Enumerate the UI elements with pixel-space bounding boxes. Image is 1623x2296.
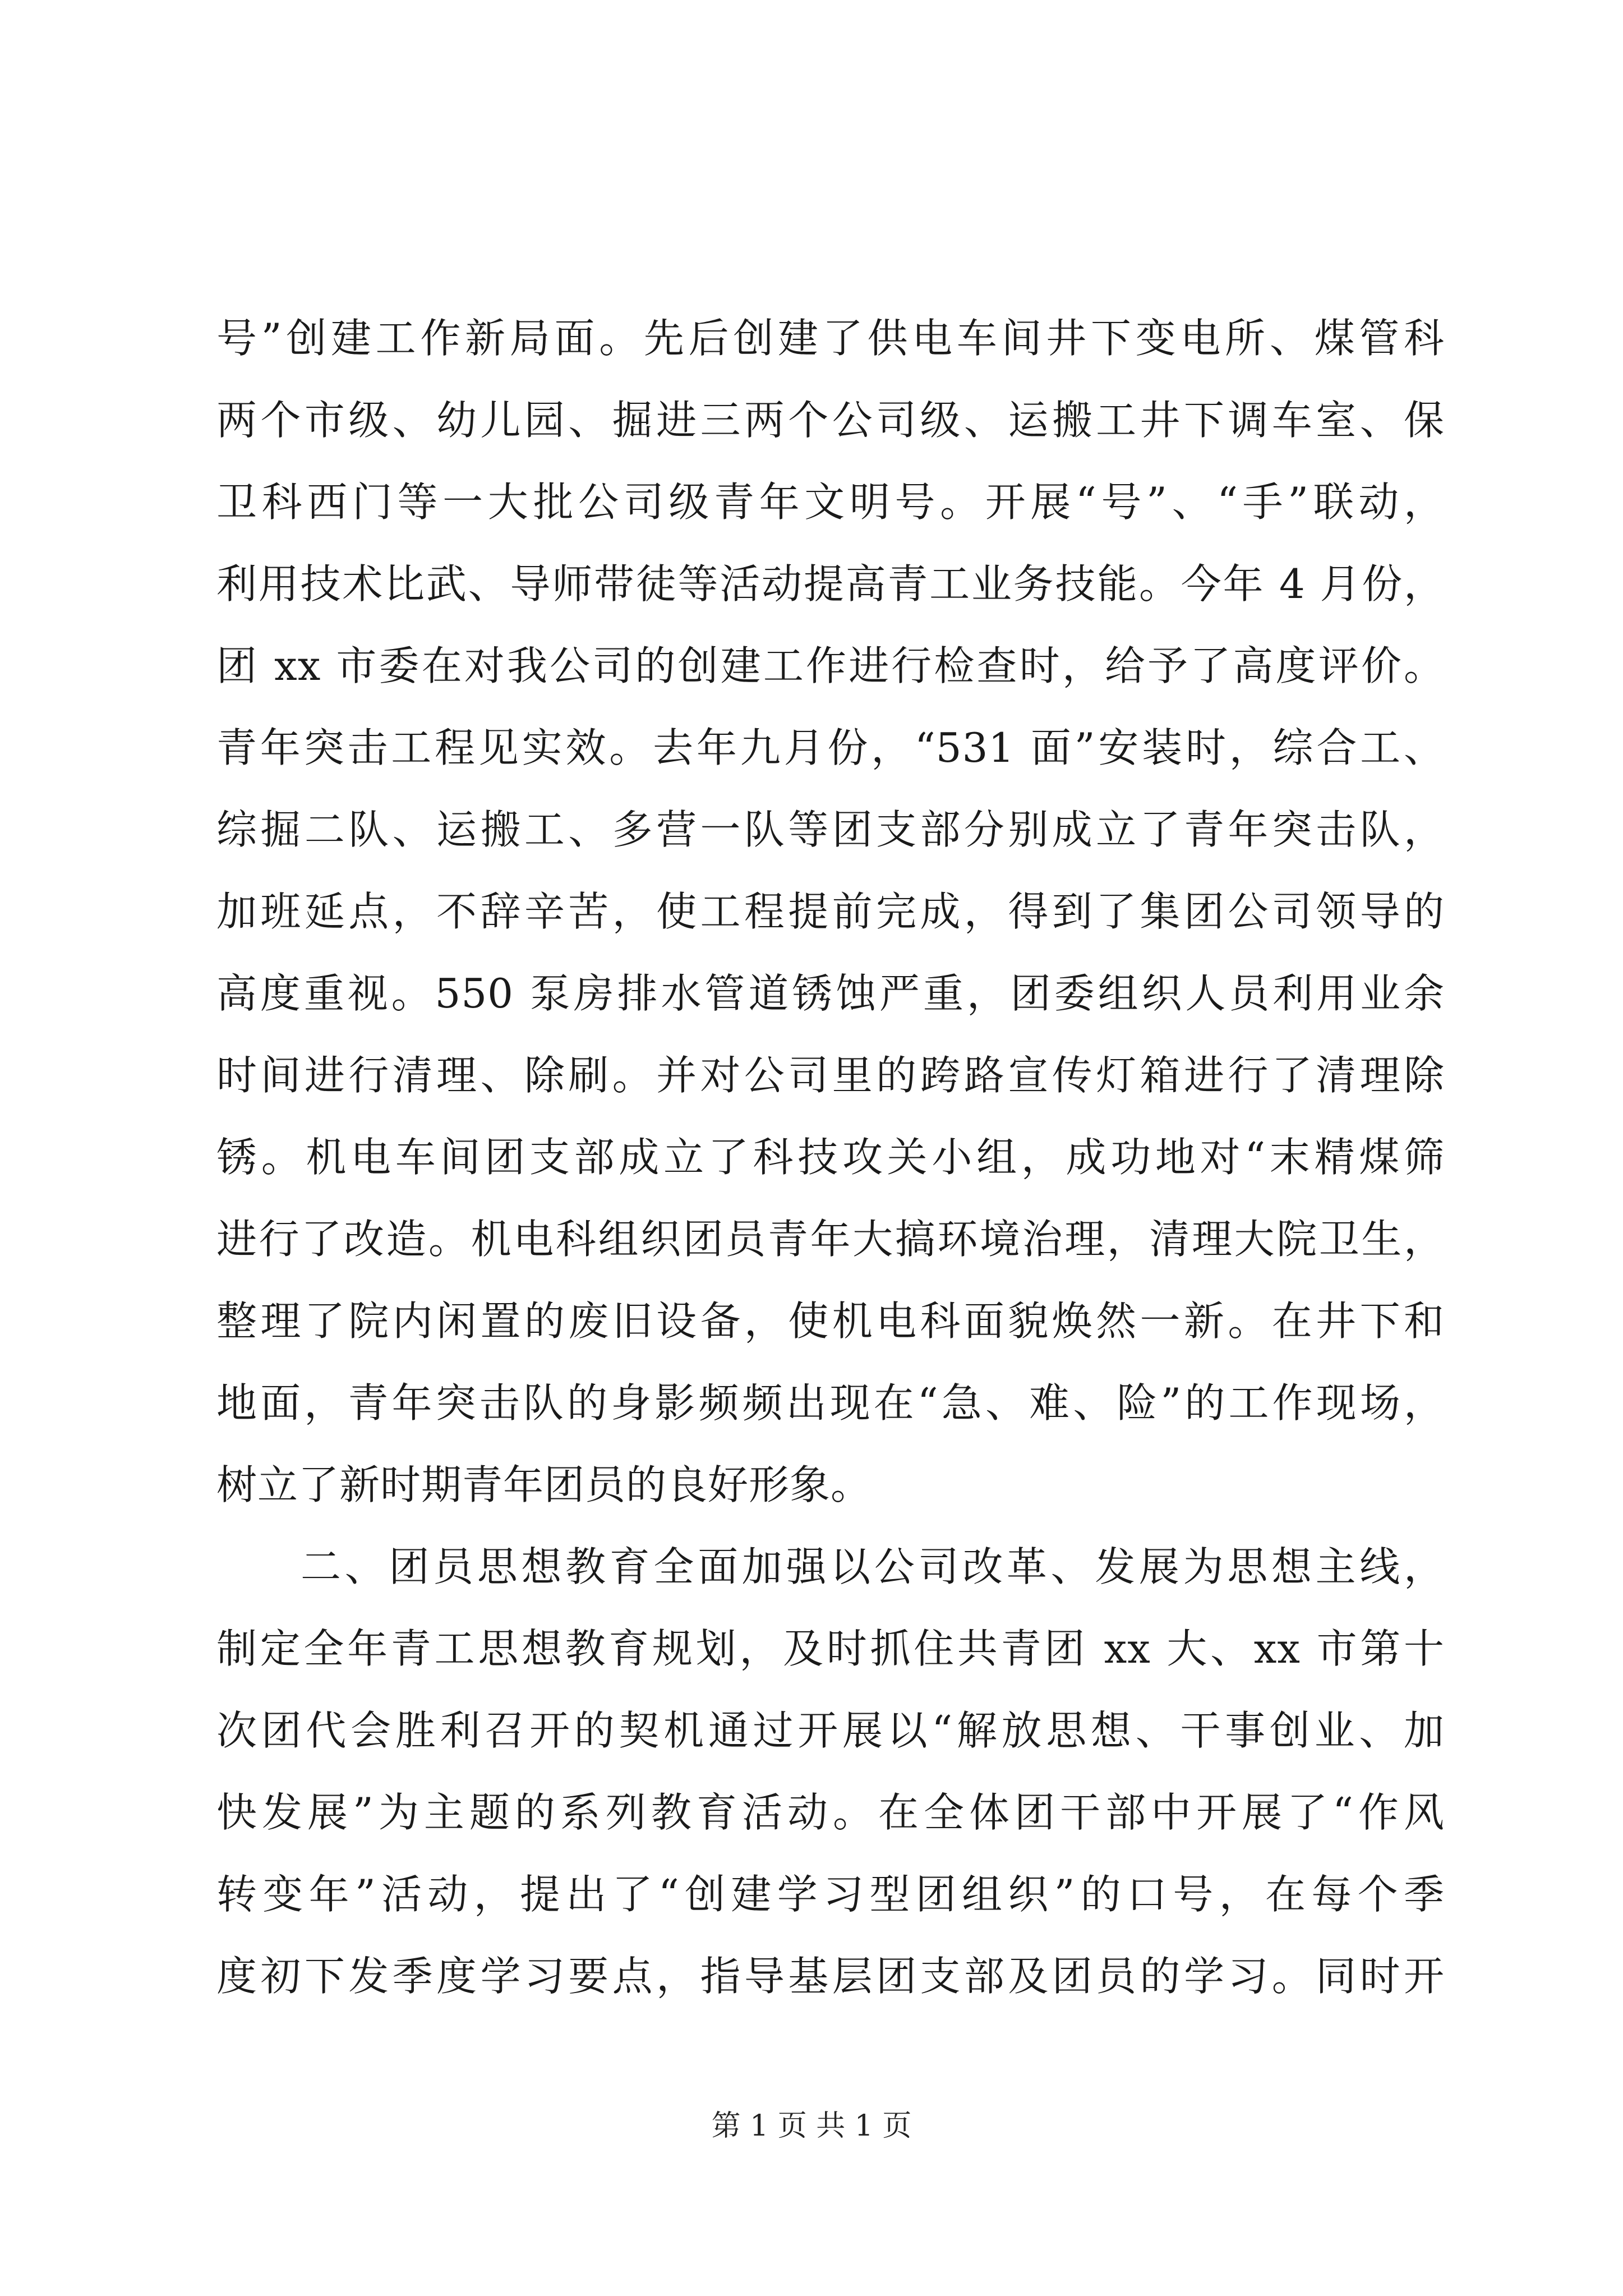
paragraph-2 [216,1526,1445,2017]
text-line: 度初下发季度学习要点，指导基层团支部及团员的学习。同时开 [216,1953,1445,2000]
text-line: 进行了改造。机电科组织团员青年大搞环境治理，清理大院卫生， [216,1216,1445,1263]
text-line: 二、团员思想教育全面加强以公司改革、发展为思想主线， [301,1543,1445,1590]
text-line: 综掘二队、运搬工、多营一队等团支部分别成立了青年突击队， [216,806,1445,853]
text-line: 次团代会胜利召开的契机通过开展以“解放思想、干事创业、加 [216,1707,1445,1754]
text-line: 树立了新时期青年团员的良好形象。 [216,1461,872,1508]
text-line: 地面，青年突击队的身影频频出现在“急、难、险”的工作现场， [216,1379,1445,1427]
text-line: 两个市级、幼儿园、掘进三两个公司级、运搬工井下调车室、保 [216,397,1445,444]
text-line: 转变年”活动，提出了“创建学习型团组织”的口号，在每个季 [216,1871,1445,1918]
text-line: 团 xx 市委在对我公司的创建工作进行检查时，给予了高度评价。 [216,642,1445,689]
text-line: 制定全年青工思想教育规划，及时抓住共青团 xx 大、xx 市第十 [216,1625,1445,1672]
text-line: 锈。机电车间团支部成立了科技攻关小组，成功地对“末精煤筛 [216,1134,1445,1181]
paragraph-1 [216,297,1445,1526]
text-line: 青年突击工程见实效。去年九月份，“531 面”安装时，综合工、 [216,724,1445,771]
document-body [216,297,1445,2017]
text-line: 卫科西门等一大批公司级青年文明号。开展“号”、“手”联动， [216,478,1445,526]
text-line: 利用技术比武、导师带徒等活动提高青工业务技能。今年 4 月份， [216,560,1445,608]
text-line: 时间进行清理、除刷。并对公司里的跨路宣传灯箱进行了清理除 [216,1052,1445,1099]
text-line: 高度重视。550 泵房排水管道锈蚀严重，团委组织人员利用业余 [216,970,1445,1017]
text-line: 加班延点，不辞辛苦，使工程提前完成，得到了集团公司领导的 [216,888,1445,935]
page-footer [0,2106,1623,2146]
text-line: 整理了院内闲置的废旧设备，使机电科面貌焕然一新。在井下和 [216,1297,1445,1345]
page-number: 第 1 页 共 1 页 [711,2109,912,2143]
text-line: 号”创建工作新局面。先后创建了供电车间井下变电所、煤管科 [216,315,1445,362]
text-line: 快发展”为主题的系列教育活动。在全体团干部中开展了“作风 [216,1789,1445,1836]
